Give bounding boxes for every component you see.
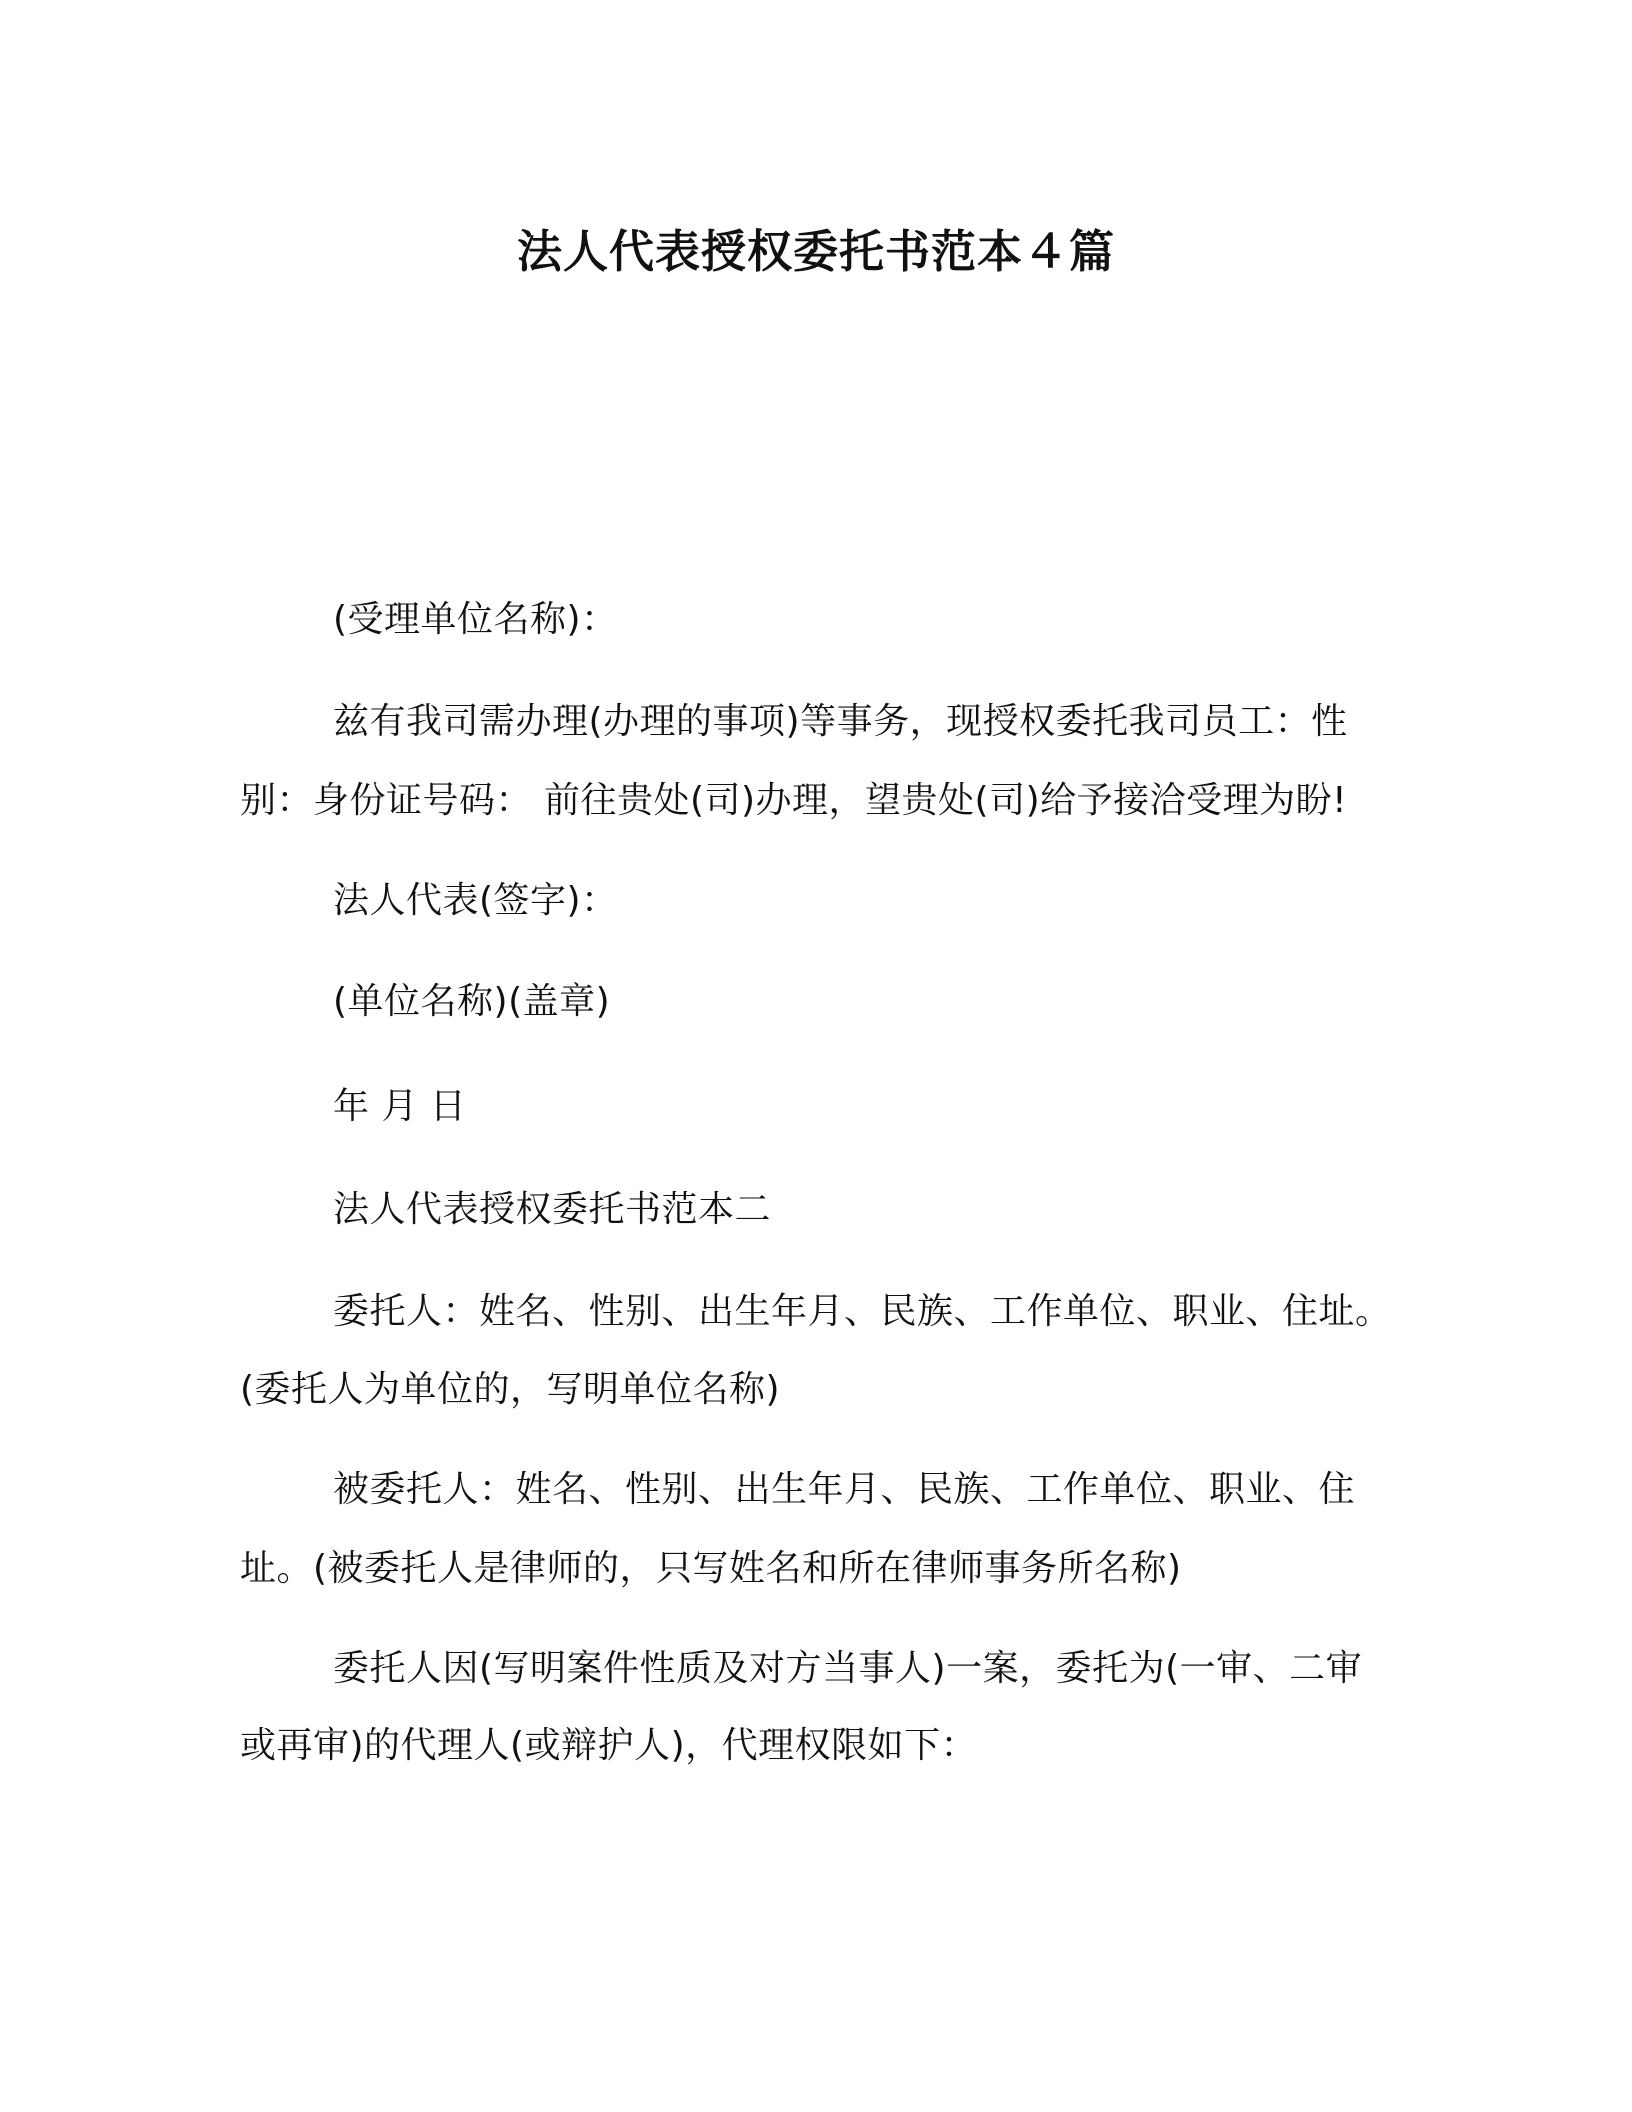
body-paragraph-line: 别：身份证号码： 前往贵处(司)办理，望贵处(司)给予接洽受理为盼! xyxy=(240,780,1348,821)
case-paragraph-line: 或再审)的代理人(或辩护人)，代理权限如下： xyxy=(240,1725,978,1766)
date-line: 年 月 日 xyxy=(333,1086,467,1127)
seal-line: (单位名称)(盖章) xyxy=(333,981,611,1022)
signature-line: 法人代表(签字)： xyxy=(333,880,618,921)
principal-line: 委托人：姓名、性别、出生年月、民族、工作单位、职业、住址。 xyxy=(333,1291,1392,1332)
section-heading: 法人代表授权委托书范本二 xyxy=(333,1189,772,1230)
document-title: 法人代表授权委托书范本４篇 xyxy=(516,225,1115,278)
principal-note-line: (委托人为单位的，写明单位名称) xyxy=(240,1369,781,1410)
agent-note-line: 址。(被委托人是律师的，只写姓名和所在律师事务所名称) xyxy=(240,1548,1182,1589)
addressee-line: (受理单位名称)： xyxy=(333,599,618,640)
body-paragraph-line: 兹有我司需办理(办理的事项)等事务，现授权委托我司员工：性 xyxy=(333,701,1348,742)
case-paragraph-line: 委托人因(写明案件性质及对方当事人)一案，委托为(一审、二审 xyxy=(333,1648,1363,1689)
agent-line: 被委托人：姓名、性别、出生年月、民族、工作单位、职业、住 xyxy=(333,1469,1356,1510)
